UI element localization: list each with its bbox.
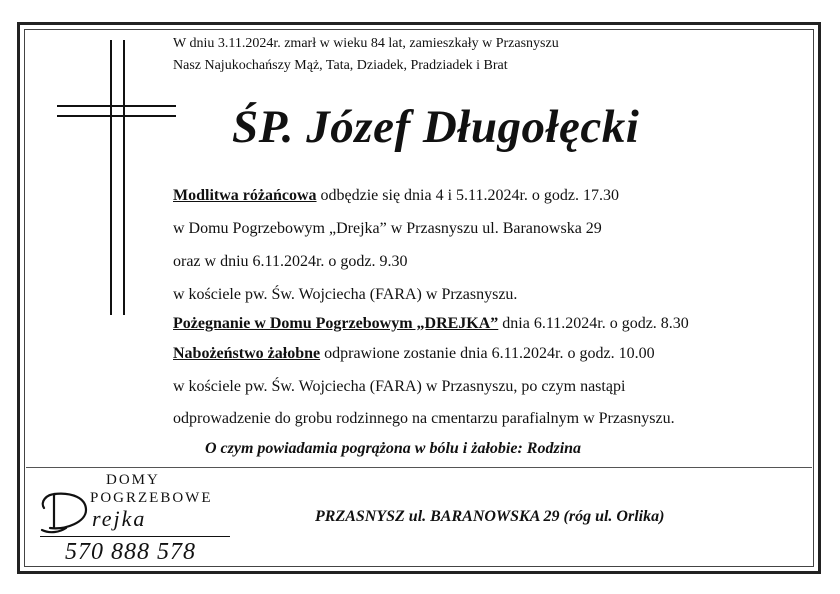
rosary-label: Modlitwa różańcowa bbox=[173, 187, 317, 204]
farewell-text: dnia 6.11.2024r. o godz. 8.30 bbox=[498, 315, 689, 332]
farewell-line bbox=[173, 314, 689, 334]
deceased-name: ŚP. Józef Długołęcki bbox=[232, 101, 640, 153]
cross-vertical-bar-right bbox=[123, 40, 125, 315]
cross-horizontal-bar-bottom bbox=[57, 115, 176, 117]
intro-line-1: W dniu 3.11.2024r. zmarł w wieku 84 lat, zamieszkały w Przasnyszu bbox=[173, 36, 559, 51]
logo-pogrzebowe: POGRZEBOWE bbox=[90, 490, 213, 506]
rosary-line bbox=[173, 186, 619, 206]
cross-vertical-bar-left bbox=[110, 40, 112, 315]
mass-burial: odprowadzenie do grobu rodzinnego na cmentarzu parafialnym w Przasnyszu. bbox=[173, 410, 675, 427]
rosary-text: odbędzie się dnia 4 i 5.11.2024r. o godz. 17.30 bbox=[316, 187, 619, 204]
logo-underline bbox=[40, 536, 230, 537]
farewell-label: Pożegnanie w Domu Pogrzebowym „DREJKA” bbox=[173, 315, 499, 332]
funeral-home-address: PRZASNYSZ ul. BARANOWSKA 29 (róg ul. Orlika) bbox=[315, 508, 665, 525]
cross-horizontal-bar-top bbox=[57, 105, 176, 107]
logo-d-monogram-icon bbox=[36, 486, 94, 536]
mass-church: w kościele pw. Św. Wojciecha (FARA) w Przasnyszu, po czym nastąpi bbox=[173, 378, 626, 395]
closing-note: O czym powiadamia pogrążona w bólu i żałobie: Rodzina bbox=[205, 440, 582, 457]
mass-text: odprawione zostanie dnia 6.11.2024r. o godz. 10.00 bbox=[320, 345, 655, 362]
logo-brand: rejka bbox=[92, 506, 147, 531]
logo-domy: DOMY bbox=[106, 472, 160, 488]
intro-line-2: Nasz Najukochańszy Mąż, Tata, Dziadek, Pradziadek i Brat bbox=[173, 58, 508, 73]
rosary-church: w kościele pw. Św. Wojciecha (FARA) w Przasnyszu. bbox=[173, 286, 518, 303]
rosary-place: w Domu Pogrzebowym „Drejka” w Przasnyszu ul. Baranowska 29 bbox=[173, 220, 602, 237]
footer-divider bbox=[26, 467, 812, 468]
logo-phone: 570 888 578 bbox=[65, 539, 196, 565]
rosary-more: oraz w dniu 6.11.2024r. o godz. 9.30 bbox=[173, 253, 408, 270]
mass-line bbox=[173, 344, 655, 364]
mass-label: Nabożeństwo żałobne bbox=[173, 345, 321, 362]
